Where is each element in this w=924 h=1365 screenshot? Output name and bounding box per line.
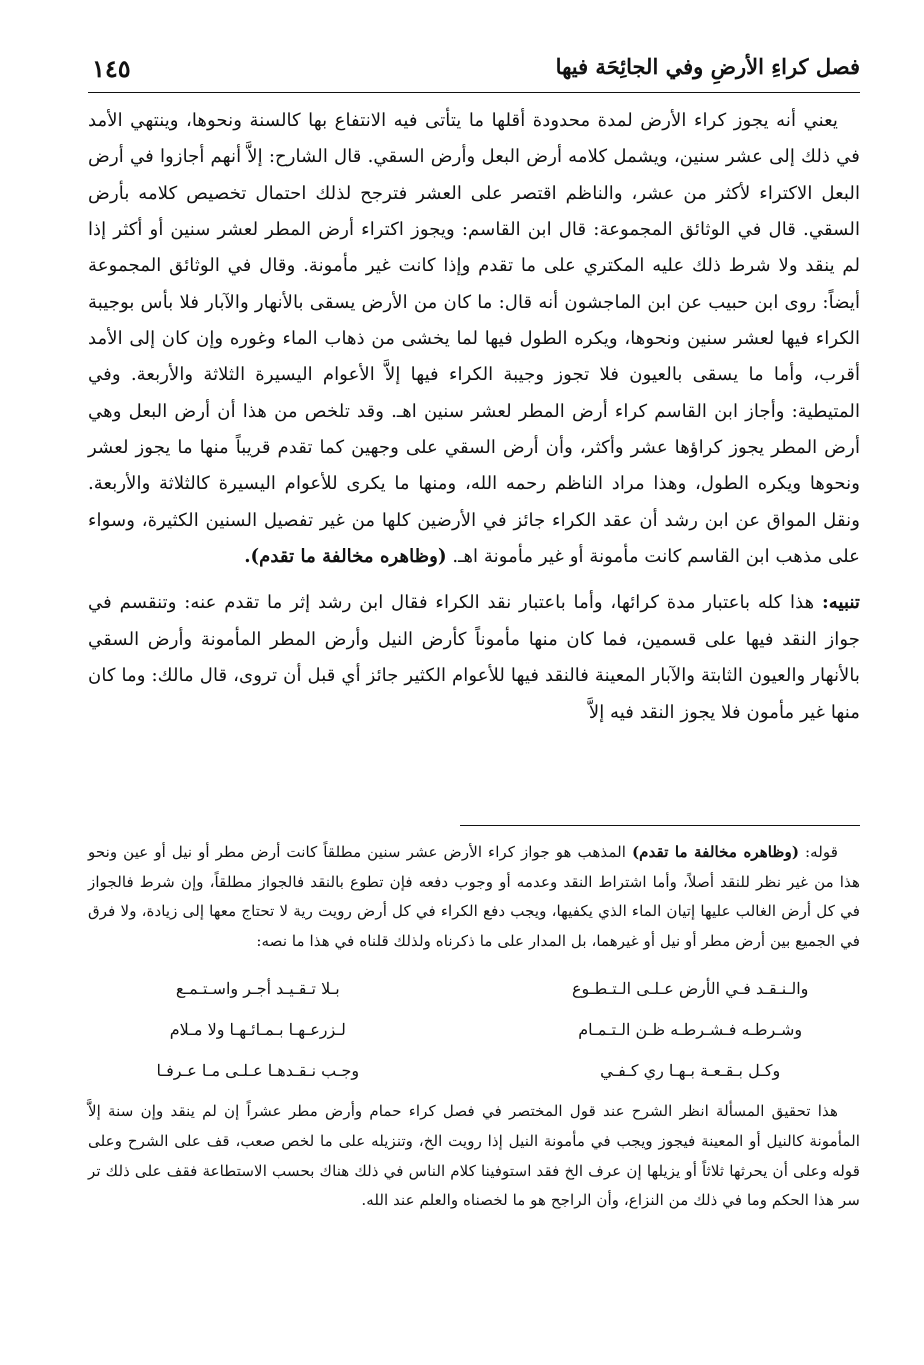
verse-line (88, 968, 860, 1009)
verse-line (88, 1009, 860, 1050)
running-title: فصل كراءِ الأرضِ وفي الجائِحَة فيها (555, 54, 860, 79)
verse-first-hemistich: وشـرطـه فـشـرطـه ظـن الـتـمـام (578, 1020, 803, 1040)
footnote-paragraph (88, 838, 860, 956)
main-text (88, 103, 860, 731)
bold-quote: (وظاهره مخالفة ما تقدم) (631, 843, 800, 861)
note-lead: تنبيه: (822, 592, 860, 614)
main-paragraph (88, 585, 860, 730)
footnotes (88, 838, 860, 1216)
footnote-divider (460, 825, 860, 826)
paragraph-text: يعني أنه يجوز كراء الأرض لمدة محدودة أقلها ما يتأتى فيه الانتفاع بها كالسنة ونحوها، وينتهي الأمد في ذلك إلى عشر سنين، ويشمل كلامه أرض البعل وأرض السقي. قال الشارح: إلاَّ أنهم أجازوا في أرض البعل الاكتراء لأكثر من عشر، والناظم اقتصر على العشر فترجح لذلك احتمال تخصيص كلامه بأرض السقي. قال في الوثائق المجموعة: قال ابن القاسم: ويجوز اكتراء أرض المطر لعشر سنين أو أكثر إذا لم ينقد ولا شرط ذلك عليه المكتري على ما تقدم وإذا كانت غير مأمونة. وقال في الوثائق المجموعة أيضاً: روى ابن حبيب عن ابن الماجشون أنه قال: ما كان من الأرض يسقى بالأنهار والآبار فلا بأس بوجيبة الكراء فيها لعشر سنين ونحوها، ويكره الطول فيها لما يخشى من ذهاب الماء وغوره وإن كان إلى الأمد أقرب، وأما ما يسقى بالعيون فلا تجوز وجيبة الكراء فيها إلاَّ الأعوام اليسيرة الثلاثة والأربعة. وفي المتيطية: وأجاز ابن القاسم كراء أرض المطر لعشر سنين اهـ. وقد تلخص من هذا أن أرض البعل وهي أرض المطر يجوز كراؤها عشر وأكثر، وأن أرض السقي على وجهين كما تقدم قريباً منها ما يجوز لعشر ونحوها ويكره الطول، وهذا مراد الناظم رحمه الله، ومنها ما يكرى للأعوام اليسيرة كالثلاثة والأربعة. ونقل المواق عن ابن رشد أن عقد الكراء جائز في الأرضين كلها من غير تفصيل السنين الكثيرة، وسواء على مذهب ابن القاسم كانت مأمونة أو غير مأمونة اهـ. (88, 110, 860, 568)
verse-second-hemistich: بـلا تـقـيـد أجـر واسـتـمـع (175, 979, 340, 999)
footnote-text: المذهب هو جواز كراء الأرض عشر سنين مطلقاً كانت أرض مطر أو نيل أو عين ونحو هذا من غير نظر للنقد أصلاً، وأما اشتراط النقد وعدمه أو وجوب دفعه فإن تطوع بالنقد فالجواز مطلقاً، وإن شرط فالجواز في كل أرض الغالب عليها إتيان الماء الذي يكفيها، ويجب دفع الكراء في كل أرض رويت رية لا تحتاج معها إلى زيادة، ولا فرق في الجميع بين أرض مطر أو نيل أو غيرهما، بل المدار على ما ذكرناه ولذلك قلناه في هذا ما نصه: (88, 843, 860, 950)
page-number: ١٤٥ (92, 54, 131, 83)
verse-second-hemistich: لـزرعـهـا بـمـائـهـا ولا مـلام (169, 1020, 346, 1040)
paragraph-text: هذا كله باعتبار مدة كرائها، وأما باعتبار نقد الكراء فقال ابن رشد إثر ما تقدم عنه: وتنقسم في جواز النقد فيها على قسمين، فما كان منها مأموناً كأرض النيل وأرض المطر المأمونة وأرض السقي بالأنهار والعيون الثابتة والآبار المعينة فالنقد فيها للأعوام الكثير جائز أي قبل أن تروى، قال مالك: وما كان منها غير مأمون فلا يجوز النقد فيه إلاَّ (88, 592, 860, 723)
verse-line (88, 1050, 860, 1091)
bold-quote: (وظاهره مخالفة ما تقدم). (244, 546, 447, 568)
footnote-paragraph: هذا تحقيق المسألة انظر الشرح عند قول المختصر في فصل كراء حمام وأرض مطر عشراً إن لم ينقد وإن سنة إلاَّ المأمونة كالنيل أو المعينة فيجوز ويجب في مأمونة النيل إذا رويت الخ، وتنزيله على ما لخص صعب، قف على الشرح وعلى قوله وعلى أن يحرثها ثلاثاً أو يزيلها إن عرف الخ فقد استوفينا كلام الناس في ذلك هناك بحسب الاستطاعة فقف على ذلك تر سر هذا الحكم وما في ذلك من النزاع، وأن الراجح هو ما لخصناه والعلم عند الله. (88, 1102, 860, 1210)
verse-second-hemistich: وجـب نـقـدهـا عـلـى مـا عـرفـا (156, 1061, 360, 1081)
footnote-lead: قوله: (799, 843, 838, 861)
verse-first-hemistich: والـنـقـد فـي الأرض عـلـى الـتـطـوع (571, 979, 809, 999)
page-header (88, 52, 860, 93)
verse-block (88, 968, 860, 1091)
verse-first-hemistich: وكـل بـقـعـة بـهـا ري كـفـي (600, 1061, 781, 1081)
main-paragraph (88, 103, 860, 575)
